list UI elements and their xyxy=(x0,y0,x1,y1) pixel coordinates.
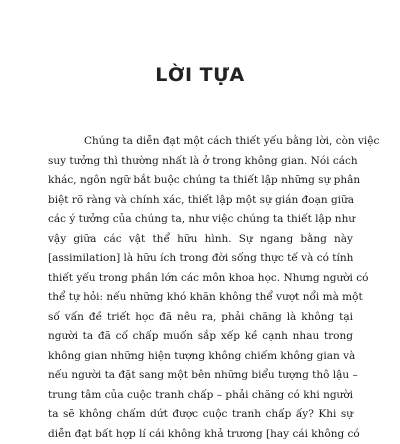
text-line: trung tâm của cuộc tranh chấp – phải chăng có khi người xyxy=(48,386,353,406)
text-line: số vấn đề triết học đã nêu ra, phải chăng là không tại xyxy=(48,308,353,328)
preface-paragraph xyxy=(48,132,353,444)
text-line: các ý tưởng của chúng ta, như việc chúng ta thiết lập như xyxy=(48,210,353,230)
chapter-title: LỜI TỰA xyxy=(0,64,400,86)
text-line: người ta đã cố chấp muốn sắp xếp kề cạnh nhau trong xyxy=(48,327,353,347)
text-line: [assimilation] là hữu ích trong đời sống thực tế và có tính xyxy=(48,249,353,269)
text-line: ta sẽ không chấm dứt được cuộc tranh chấp ấy? Khi sự xyxy=(48,405,353,425)
text-line: vậy giữa các vật thể hữu hình. Sự ngang bằng này xyxy=(48,230,353,250)
text-line: Chúng ta diễn đạt một cách thiết yếu bằng lời, còn việc xyxy=(48,132,353,152)
text-line: thiết yếu trong phần lớn các môn khoa học. Nhưng người có xyxy=(48,269,353,289)
text-line: thể tự hỏi: nếu những khó khăn không thể vượt nổi mà một xyxy=(48,288,353,308)
text-line: biệt rõ ràng và chính xác, thiết lập một sự gián đoạn giữa xyxy=(48,191,353,211)
text-line: diễn đạt bất hợp lí cái không khả trương [hay cái không có xyxy=(48,425,353,444)
text-line: nếu người ta đặt sang một bên những biểu tượng thô lậu – xyxy=(48,366,353,386)
text-line: suy tưởng thì thường nhất là ở trong không gian. Nói cách xyxy=(48,152,353,172)
text-line: không gian những hiện tượng không chiếm không gian và xyxy=(48,347,353,367)
text-line: khác, ngôn ngữ bắt buộc chúng ta thiết lập những sự phân xyxy=(48,171,353,191)
